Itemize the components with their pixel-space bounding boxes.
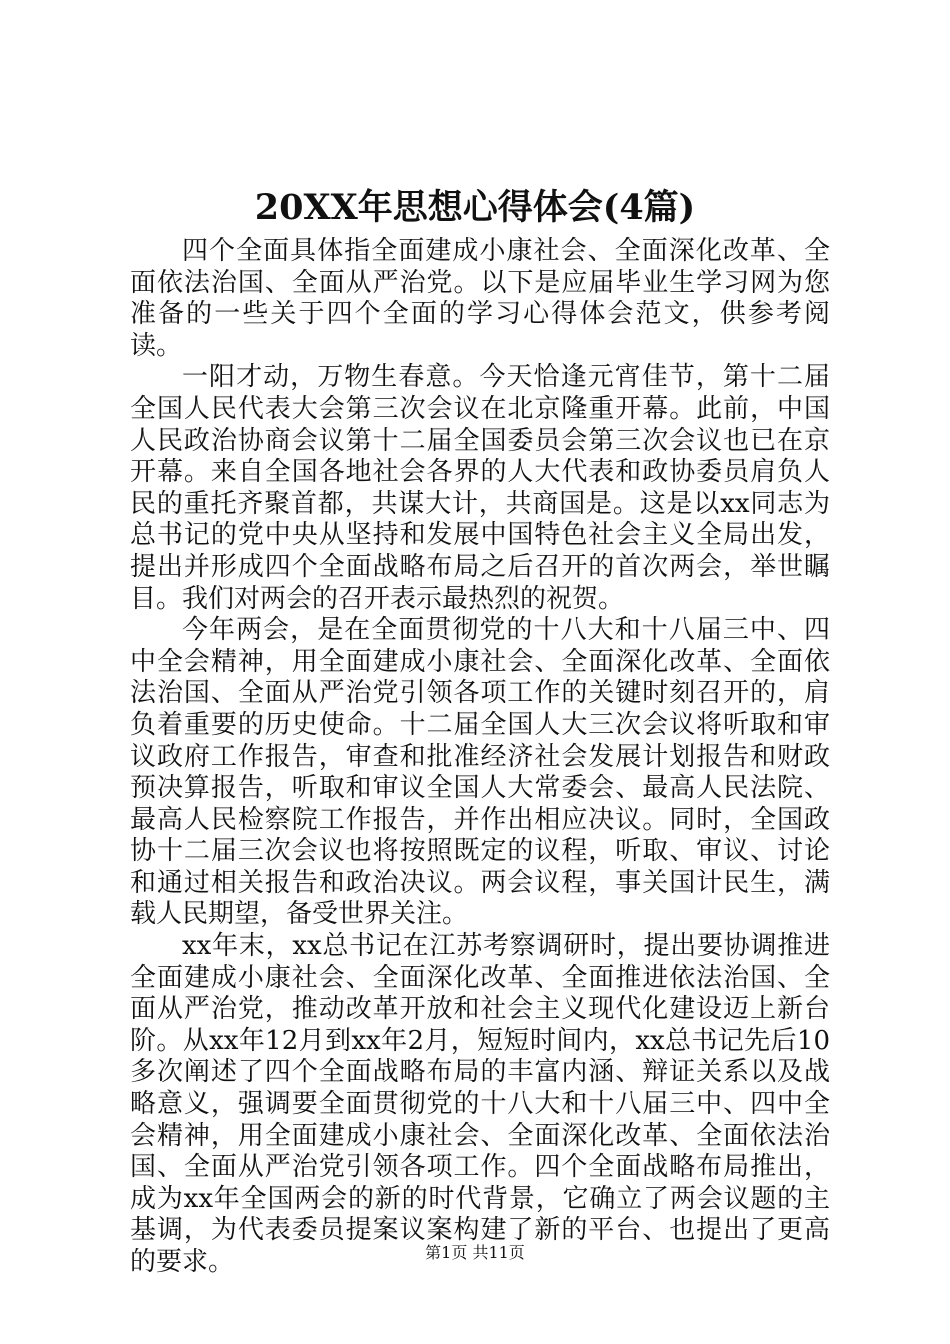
document-body	[130, 236, 830, 1279]
page-number-footer: 第1页 共11页	[425, 1243, 525, 1262]
paragraph-1: 四个全面具体指全面建成小康社会、全面深化改革、全面依法治国、全面从严治党。以下是应届毕业生学习网为您准备的一些关于四个全面的学习心得体会范文，供参考阅读。	[130, 236, 830, 361]
paragraph-3: 今年两会，是在全面贯彻党的十八大和十八届三中、四中全会精神，用全面建成小康社会、全面深化改革、全面依法治国、全面从严治党引领各项工作的关键时刻召开的，肩负着重要的历史使命。十二届全国人大三次会议将听取和审议政府工作报告，审查和批准经济社会发展计划报告和财政预决算报告，听取和审议全国人大常委会、最高人民法院、最高人民检察院工作报告，并作出相应决议。同时，全国政协十二届三次会议也将按照既定的议程，听取、审议、讨论和通过相关报告和政治决议。两会议程，事关国计民生，满载人民期望，备受世界关注。	[130, 615, 830, 930]
paragraph-4: xx年末，xx总书记在江苏考察调研时，提出要协调推进全面建成小康社会、全面深化改革、全面推进依法治国、全面从严治党，推动改革开放和社会主义现代化建设迈上新台阶。从xx年12月到xx年2月，短短时间内，xx总书记先后10多次阐述了四个全面战略布局的丰富内涵、辩证关系以及战略意义，强调要全面贯彻党的十八大和十八届三中、四中全会精神，用全面建成小康社会、全面深化改革、全面依法治国、全面从严治党引领各项工作。四个全面战略布局推出，成为xx年全国两会的新的时代背景，它确立了两会议题的主基调，为代表委员提案议案构建了新的平台、也提出了更高的要求。	[130, 931, 830, 1277]
document-title: 20XX年思想心得体会(4篇)	[254, 187, 696, 228]
paragraph-2: 一阳才动，万物生春意。今天恰逢元宵佳节，第十二届全国人民代表大会第三次会议在北京隆重开幕。此前，中国人民政治协商会议第十二届全国委员会第三次会议也已在京开幕。来自全国各地社会各界的人大代表和政协委员肩负人民的重托齐聚首都，共谋大计，共商国是。这是以xx同志为总书记的党中央从坚持和发展中国特色社会主义全局出发，提出并形成四个全面战略布局之后召开的首次两会，举世瞩目。我们对两会的召开表示最热烈的祝贺。	[130, 362, 830, 614]
